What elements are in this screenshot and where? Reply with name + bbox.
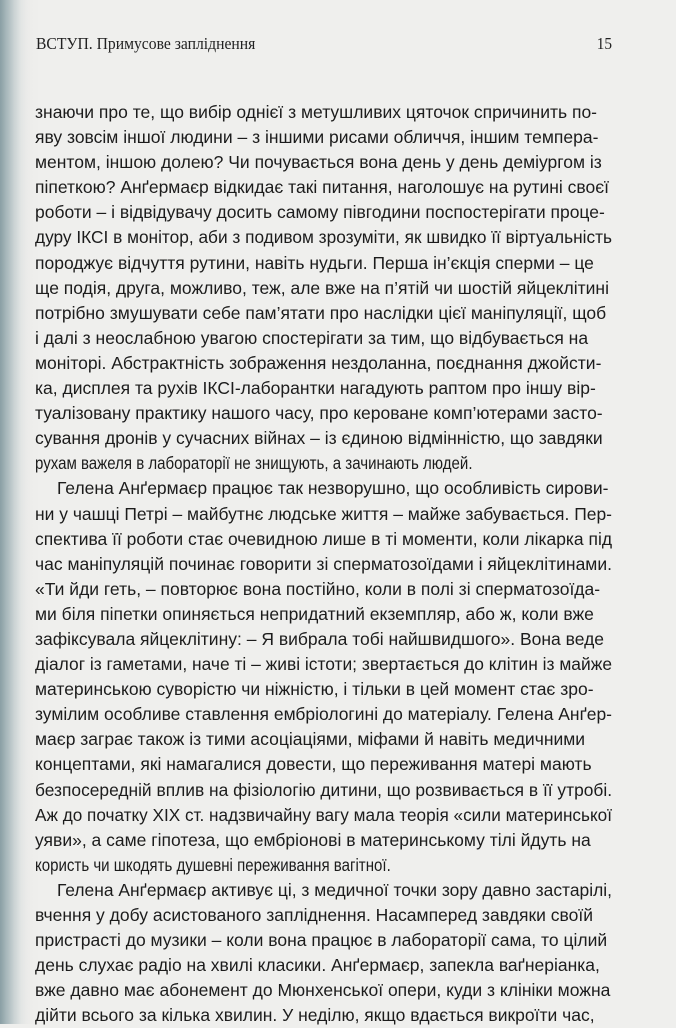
text-line	[35, 577, 612, 602]
text-line	[35, 552, 612, 577]
body-text	[35, 100, 612, 1028]
text-line-content: вже давно має абонемент до Мюнхенської опери, куди з клініки можна	[35, 980, 611, 1001]
text-line	[35, 778, 612, 803]
text-line	[35, 1003, 612, 1028]
text-line	[35, 978, 612, 1003]
text-line	[35, 803, 612, 828]
text-line-content: дійти всього за кілька хвилин. У неділю, якщо вдається викроїти час,	[35, 1005, 595, 1026]
page-number: 15	[596, 34, 612, 53]
text-line-content: рухам важеля в лабораторії не знищують, а зачинають людей.	[35, 453, 473, 474]
text-line	[35, 225, 612, 250]
text-line	[35, 251, 612, 276]
text-line	[35, 125, 612, 150]
text-line-content: спектива її роботи стає очевидною лише в ті моменти, коли лікарка під	[35, 528, 613, 549]
text-line-content: день слухає радіо на хвилі класики. Анґермаєр, запекла ваґнеріанка,	[35, 955, 600, 976]
text-line-content: безпосередній вплив на фізіологію дитини, що розвивається в її утробі.	[35, 779, 613, 800]
text-line	[35, 451, 612, 476]
text-line	[35, 627, 612, 652]
text-line-content: «Ти йди геть, – повторює вона постійно, коли в полі зі сперматозоїда-	[35, 578, 601, 599]
text-line-content: концептами, які намагалися довести, що переживання матері мають	[35, 754, 592, 775]
text-line	[35, 953, 612, 978]
text-line	[35, 853, 612, 878]
text-line-content: сування дронів у сучасних війнах – із єдиною відмінністю, що завдяки	[35, 428, 603, 449]
text-line	[35, 351, 612, 376]
text-line-content: уяви», а саме гіпотеза, що ембріонові в материнському тілі йдуть на	[35, 829, 591, 850]
text-line-content: і далі з неослабною увагою спостерігати за тим, що відбувається на	[35, 327, 589, 348]
text-line-content: час маніпуляцій починає говорити зі сперматозоїдами і яйцеклітинами.	[35, 553, 612, 574]
text-line	[35, 150, 612, 175]
text-line	[35, 677, 612, 702]
text-line-content: туалізовану практику нашого часу, про кероване комп’ютерами засто-	[35, 403, 603, 424]
text-line	[35, 602, 612, 627]
text-line	[35, 200, 612, 225]
text-line-content: породжує відчуття рутини, навіть нудьги. Перша ін’єкція сперми – це	[35, 252, 594, 273]
text-line	[35, 828, 612, 853]
text-line-content: яву зовсім іншої людини – з іншими рисами обличчя, іншим темпера-	[35, 127, 599, 148]
text-line	[35, 100, 612, 125]
text-line-content: материнською суворістю чи ніжністю, і тільки в цей момент стає зро-	[35, 679, 594, 700]
text-line	[35, 301, 612, 326]
text-line	[35, 928, 612, 953]
text-line-content: Гелена Анґермаєр активує ці, з медичної точки зору давно застарілі,	[57, 879, 612, 900]
text-line	[35, 426, 612, 451]
text-line-content: ми біля піпетки опиняється непридатний екземпляр, або ж, коли вже	[35, 603, 594, 624]
text-line	[35, 652, 612, 677]
text-line-content: ка, дисплея та рухів ІКСІ-лаборантки нагадують раптом про іншу вір-	[35, 378, 596, 399]
text-line-content: ни у чашці Петрі – майбутнє людське життя – майже забувається. Пер-	[35, 503, 612, 524]
text-line-content: дуру ІКСІ в монітор, аби з подивом зрозуміти, як швидко її віртуальність	[35, 227, 613, 248]
text-line-content: пристрасті до музики – коли вона працює в лабораторії сама, то цілий	[35, 930, 608, 951]
text-line	[35, 727, 612, 752]
text-line	[35, 752, 612, 777]
text-line-content: Гелена Анґермаєр працює так незворушно, що особливість сирови-	[57, 478, 609, 499]
text-line-content: вчення у добу асистованого запліднення. Насамперед завдяки своїй	[35, 905, 593, 925]
text-line-content: діалог із гаметами, наче ті – живі істоти; звертається до клітин із майже	[35, 654, 612, 675]
text-line-content: зумілим особливе ставлення ембріологині до матеріалу. Гелена Анґер-	[35, 704, 613, 725]
text-line-content: роботи – і відвідувачу досить самому півгодини поспостерігати проце-	[35, 202, 605, 223]
text-line	[35, 878, 612, 903]
text-line-content: маєр заграє також із тими асоціаціями, міфами й навіть медичними	[35, 729, 586, 750]
running-head	[36, 34, 612, 56]
text-line	[35, 401, 612, 426]
text-line-content: моніторі. Абстрактність зображення нездоланна, поєднання джойсти-	[35, 352, 602, 373]
text-line-content: зафіксувала яйцеклітину: – Я вибрала тобі найшвидшого». Вона веде	[35, 628, 605, 649]
text-line-content: користь чи шкодять душевні переживання вагітної.	[35, 854, 391, 875]
text-line-content: ментом, іншою долею? Чи почувається вона день у день деміургом із	[35, 152, 602, 173]
text-line	[35, 276, 612, 301]
text-line	[35, 376, 612, 401]
running-title: ВСТУП. Примусове запліднення	[36, 34, 256, 53]
text-line-content: Аж до початку XIX ст. надзвичайну вагу мала теорія «сили материнської	[35, 804, 612, 825]
text-line	[35, 476, 612, 501]
text-line	[35, 326, 612, 351]
text-line-content: потрібно змушувати себе пам’ятати про наслідки цієї маніпуляції, щоб	[35, 302, 607, 323]
text-line	[35, 903, 612, 928]
text-line-content: ще подія, друга, можливо, теж, але вже на п’ятій чи шостій яйцеклітині	[35, 277, 609, 298]
text-line-content: знаючи про те, що вибір однієї з метушливих цяточок спричинить по-	[35, 102, 598, 122]
text-line	[35, 175, 612, 200]
text-line	[35, 702, 612, 727]
text-line-content: піпеткою? Анґермаєр відкидає такі питання, наголошує на рутині своєї	[35, 177, 610, 198]
text-line	[35, 527, 612, 552]
spine-shadow	[0, 0, 30, 1024]
text-line	[35, 502, 612, 527]
